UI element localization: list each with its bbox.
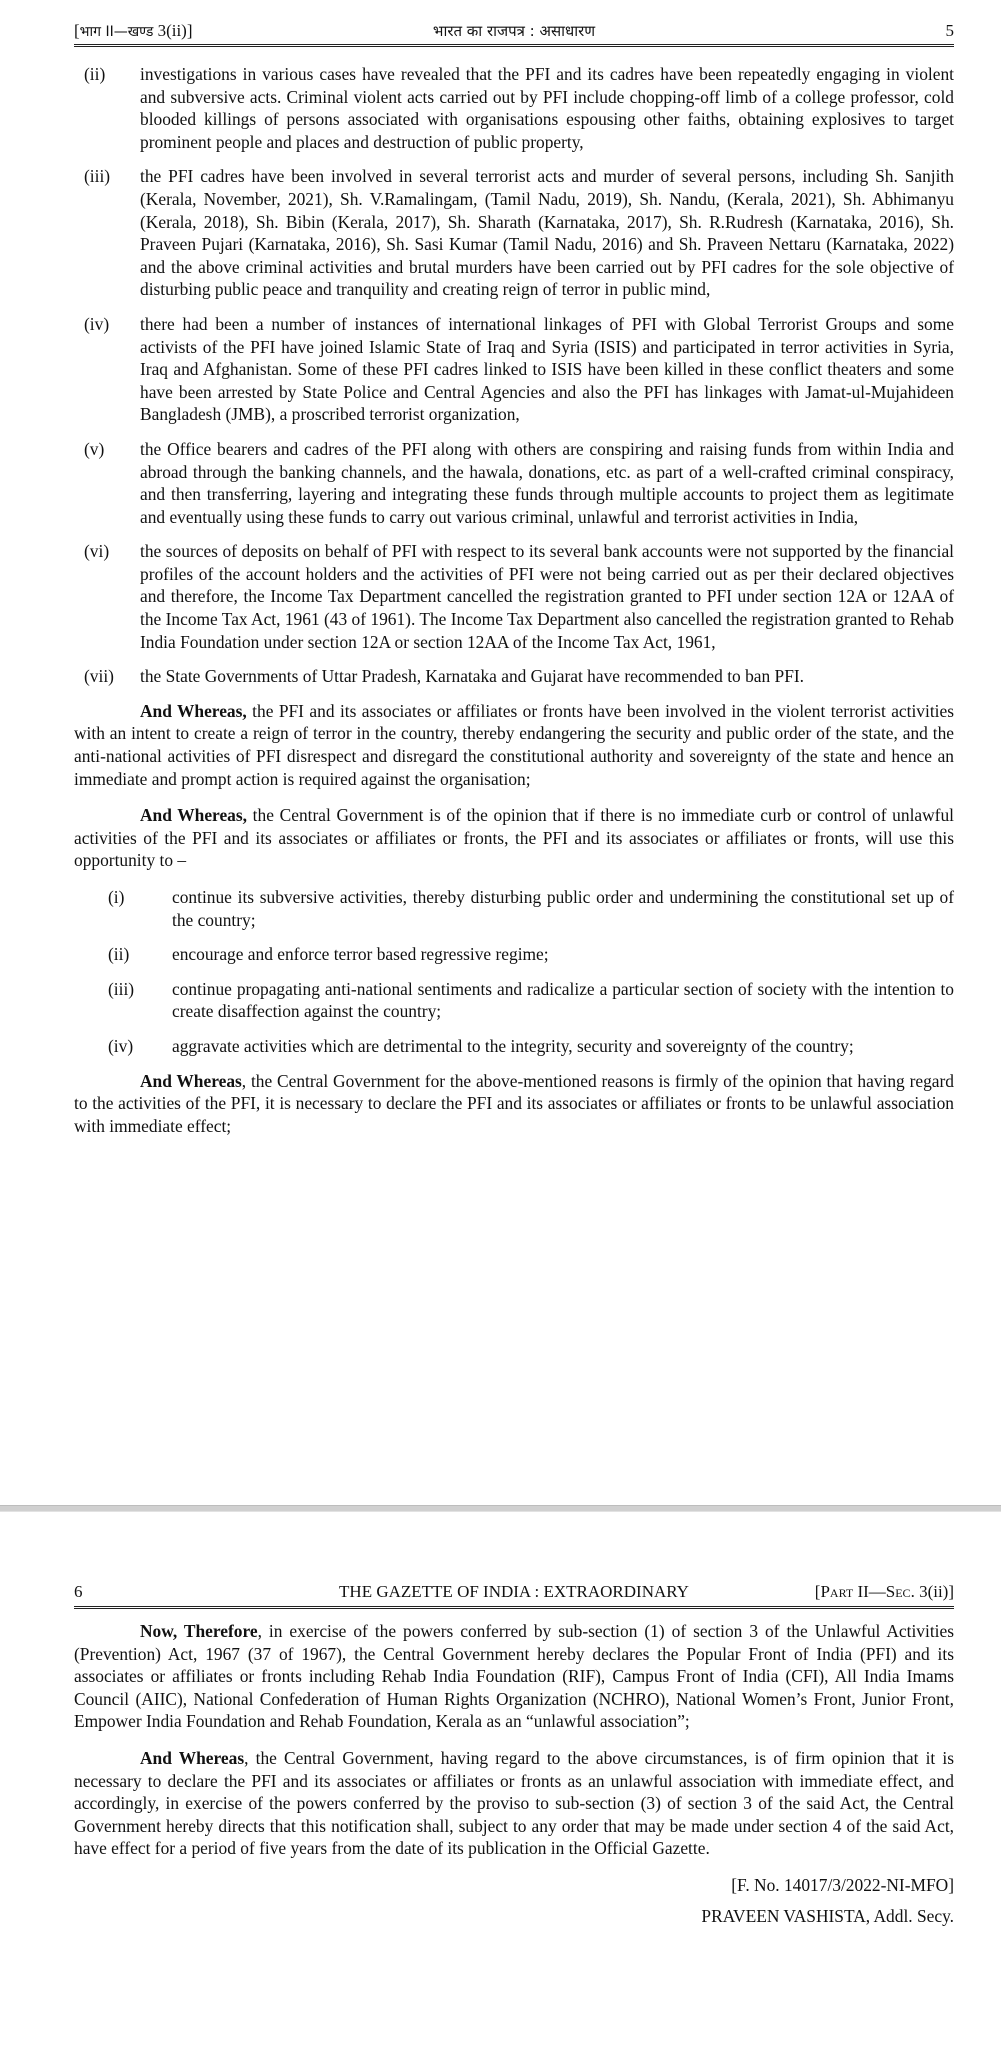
header-rule	[74, 44, 954, 47]
header-part-section: [भाग II—खण्ड 3(ii)]	[74, 21, 193, 40]
header-page-number: 6	[74, 1582, 83, 1601]
header-rule	[74, 1606, 954, 1609]
sub-clause-item: (i) continue its subversive activities, thereby disturbing public order and undermining the constitutional set up of the country;	[108, 887, 954, 930]
sub-clause-item: (iv) aggravate activities which are detrimental to the integrity, security and sovereignty of the country;	[108, 1035, 854, 1056]
file-number: [F. No. 14017/3/2022-NI-MFO]	[731, 1874, 954, 1895]
gazette-page-6	[0, 1512, 1001, 2048]
header-title: THE GAZETTE OF INDIA : EXTRAORDINARY	[339, 1582, 689, 1601]
sub-clause-item: (ii) encourage and enforce terror based regressive regime;	[108, 944, 549, 965]
whereas-paragraph: And Whereas, the Central Government for the above-mentioned reasons is firmly of the opinion that having regard to the activities of the PFI, it is necessary to declare the PFI and its associates or affiliates or fronts to be unlawful association with immediate effect;	[74, 1070, 954, 1136]
header-part-section: [Part II—Sec. 3(ii)]	[814, 1582, 954, 1601]
clause-item: (v) the Office bearers and cadres of the PFI along with others are conspiring and raising funds from within India and abroad through the banking channels, and the hawala, donations, etc. as part of a well-crafted criminal conspiracy, and then transferring, layering and integrating these funds through multiple accounts to project them as legitimate and eventually using these funds to carry out various criminal, unlawful and terrorist activities in India,	[84, 438, 954, 527]
sub-clause-item: (iii) continue propagating anti-national sentiments and radicalize a particular section of society with the intention to create disaffection against the country;	[108, 978, 954, 1022]
header-page-number: 5	[945, 21, 954, 40]
clause-item: (iii) the PFI cadres have been involved in several terrorist acts and murder of several persons, including Sh. Sanjith (Kerala, November, 2021), Sh. V.Ramalingam, (Tamil Nadu, 2019), Sh. Nandu, (Kerala, 2021), Sh. Abhimanyu (Kerala, 2018), Sh. Bibin (Kerala, 2017), Sh. Sharath (Karnataka, 2017), Sh. R.Rudresh (Karnataka, 2016), Sh. Praveen Pujari (Karnataka, 2016), Sh. Sasi Kumar (Tamil Nadu, 2016) and Sh. Praveen Nettaru (Karnataka, 2022) and the above criminal activities and brutal murders have been carried out by PFI cadres for the sole objective of disturbing public peace and tranquility and creating reign of terror in public mind,	[84, 166, 954, 300]
clause-item: (vii) the State Governments of Uttar Pradesh, Karnataka and Gujarat have recommended to ban PFI.	[84, 666, 805, 687]
whereas-paragraph: And Whereas, the PFI and its associates or affiliates or fronts have been involved in the violent terrorist activities with an intent to create a reign of terror in the country, thereby endangering the security and public order of the state, and the anti-national activities of PFI disrespect and disregard the constitutional authority and sovereignty of the state and hence an immediate and prompt action is required against the organisation;	[74, 700, 954, 789]
whereas-paragraph: And Whereas, the Central Government is of the opinion that if there is no immediate curb or control of unlawful activities of the PFI and its associates or affiliates or fronts, the PFI and its associates or affiliates or fronts, will use this opportunity to –	[74, 805, 955, 871]
clause-item: (ii) investigations in various cases have revealed that the PFI and its cadres have been repeatedly engaging in violent and subversive acts. Criminal violent acts carried out by PFI include chopping-off limb of a college professor, cold blooded killings of persons associated with organisations espousing other faiths, obtaining explosives to target prominent people and places and destruction of public property,	[84, 64, 954, 152]
page-header	[74, 1581, 954, 1603]
header-title: भारत का राजपत्र : असाधारण	[432, 22, 596, 40]
page-header	[74, 20, 954, 42]
now-therefore-paragraph: Now, Therefore, in exercise of the powers conferred by sub-section (1) of section 3 of the Unlawful Activities (Prevention) Act, 1967 (37 of 1967), the Central Government hereby declares the Popular Front of India (PFI) and its associates or affiliates or fronts including Rehab India Foundation (RIF), Campus Front of India (CFI), All India Imams Council (AIIC), National Confederation of Human Rights Organization (NCHRO), National Women’s Front, Junior Front, Empower India Foundation and Rehab Foundation, Kerala as an “unlawful association”;	[74, 1621, 954, 1732]
signatory: PRAVEEN VASHISTA, Addl. Secy.	[701, 1905, 954, 1926]
page5-body	[74, 63, 954, 1151]
clause-item: (vi) the sources of deposits on behalf of PFI with respect to its several bank accounts were not supported by the financial profiles of the account holders and the activities of PFI were not being carried out as per their declared objectives and therefore, the Income Tax Department cancelled the registration granted to PFI under section 12A or 12AA of the Income Tax Act, 1961 (43 of 1961). The Income Tax Department also cancelled the registration granted to Rehab India Foundation under section 12A or section 12AA of the Income Tax Act, 1961,	[84, 541, 954, 652]
page-divider	[0, 1505, 1001, 1512]
whereas-paragraph: And Whereas, the Central Government, having regard to the above circumstances, is of firm opinion that it is necessary to declare the PFI and its associates or affiliates or fronts as an unlawful association with immediate effect, and accordingly, in exercise of the powers conferred by the proviso to sub-section (3) of section 3 of the said Act, the Central Government hereby directs that this notification shall, subject to any order that may be made under section 4 of the said Act, have effect for a period of five years from the date of its publication in the Official Gazette.	[74, 1747, 954, 1859]
page6-body	[74, 1620, 954, 1927]
clause-item: (iv) there had been a number of instances of international linkages of PFI with Global Terrorist Groups and some activists of the PFI have joined Islamic State of Iraq and Syria (ISIS) and participated in terror activities in Syria, Iraq and Afghanistan. Some of these PFI cadres linked to ISIS have been killed in these conflict theaters and some have been arrested by State Police and Central Agencies and also the PFI has linkages with Jamat-ul-Mujahideen Bangladesh (JMB), a proscribed terrorist organization,	[84, 313, 954, 425]
